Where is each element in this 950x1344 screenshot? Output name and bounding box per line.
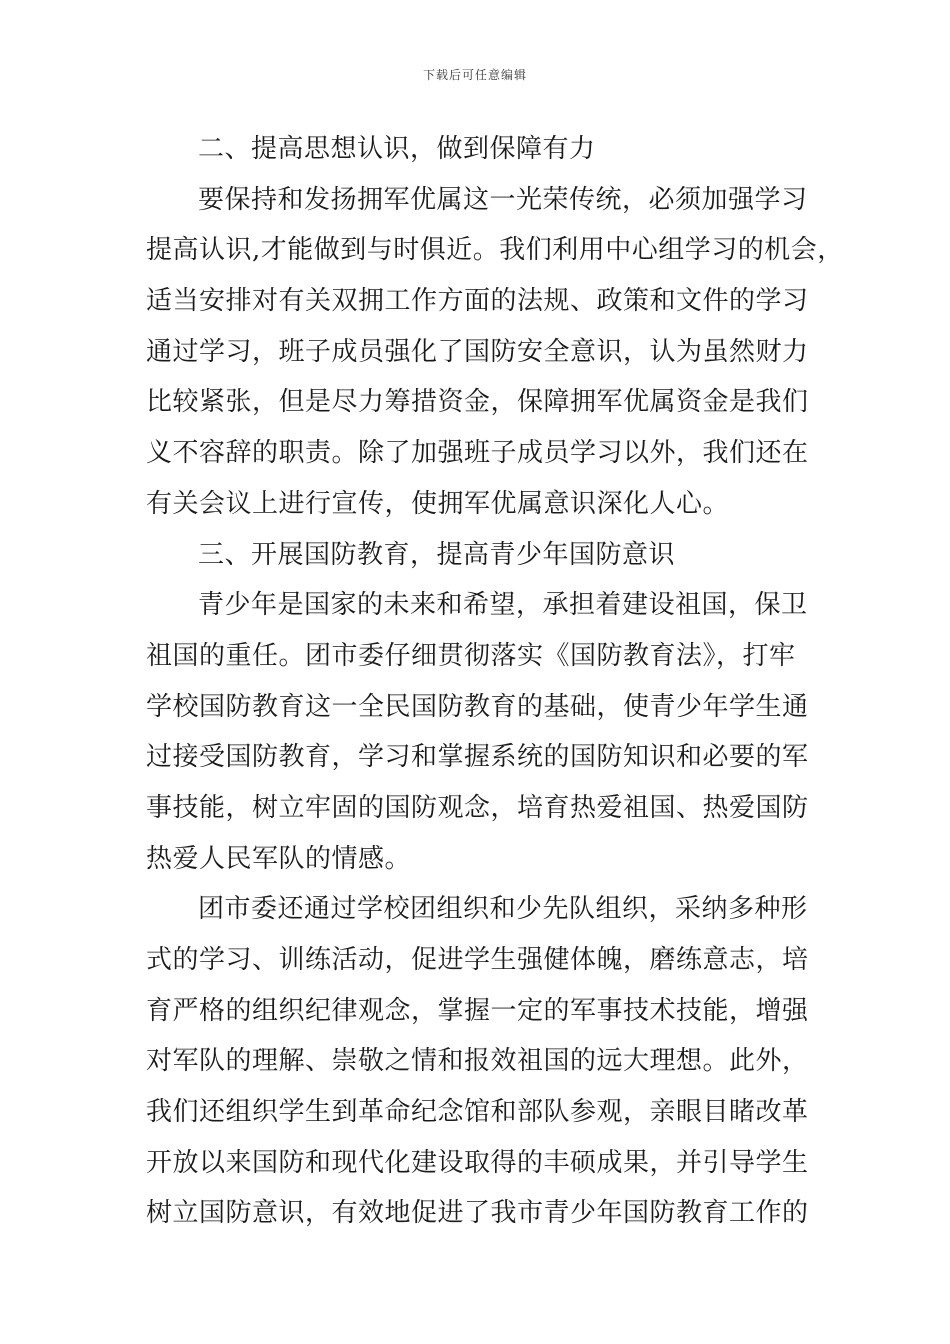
text-line: 团市委还通过学校团组织和少先队组织，采纳多种形 [198, 894, 808, 925]
page-header: 下载后可任意编辑 [422, 68, 527, 82]
text-line: 育严格的组织纪律观念，掌握一定的军事技术技能，增强 [146, 995, 809, 1026]
text-line: 事技能，树立牢固的国防观念，培育热爱祖国、热爱国防 [146, 792, 809, 823]
text-line: 学校国防教育这一全民国防教育的基础，使青少年学生通 [146, 691, 809, 722]
text-line: 青少年是国家的未来和希望，承担着建设祖国，保卫 [198, 590, 808, 621]
text-line: 祖国的重任。团市委仔细贯彻落实《国防教育法》，打牢 [146, 640, 796, 671]
text-line: 有关会议上进行宣传，使拥军优属意识深化人心。 [146, 488, 730, 519]
text-line: 开放以来国防和现代化建设取得的丰硕成果，并引导学生 [146, 1147, 809, 1178]
text-line: 对军队的理解、崇敬之情和报效祖国的远大理想。此外， [146, 1046, 809, 1077]
text-line: 比较紧张，但是尽力筹措资金，保障拥军优属资金是我们 [146, 387, 809, 418]
document-body [146, 124, 844, 1239]
section-heading-2: 二、提高思想认识，做到保障有力 [198, 134, 596, 164]
text-line: 通过学习，班子成员强化了国防安全意识，认为虽然财力 [146, 336, 809, 367]
text-line: 义不容辞的职责。除了加强班子成员学习以外，我们还在 [146, 438, 809, 469]
text-line: 提高认识,才能做到与时俱近。我们利用中心组学习的机会， [146, 235, 844, 266]
text-line: 我们还组织学生到革命纪念馆和部队参观，亲眼目睹改革 [146, 1097, 809, 1128]
text-line: 适当安排对有关双拥工作方面的法规、政策和文件的学习 [146, 286, 809, 317]
text-line: 要保持和发扬拥军优属这一光荣传统，必须加强学习 [198, 184, 808, 215]
text-line: 树立国防意识，有效地促进了我市青少年国防教育工作的 [146, 1198, 809, 1229]
text-line: 式的学习、训练活动，促进学生强健体魄，磨练意志，培 [146, 945, 809, 975]
section-heading-3: 三、开展国防教育，提高青少年国防意识 [198, 539, 676, 570]
text-line: 热爱人民军队的情感。 [146, 843, 412, 874]
text-line: 过接受国防教育，学习和掌握系统的国防知识和必要的军 [146, 742, 809, 773]
